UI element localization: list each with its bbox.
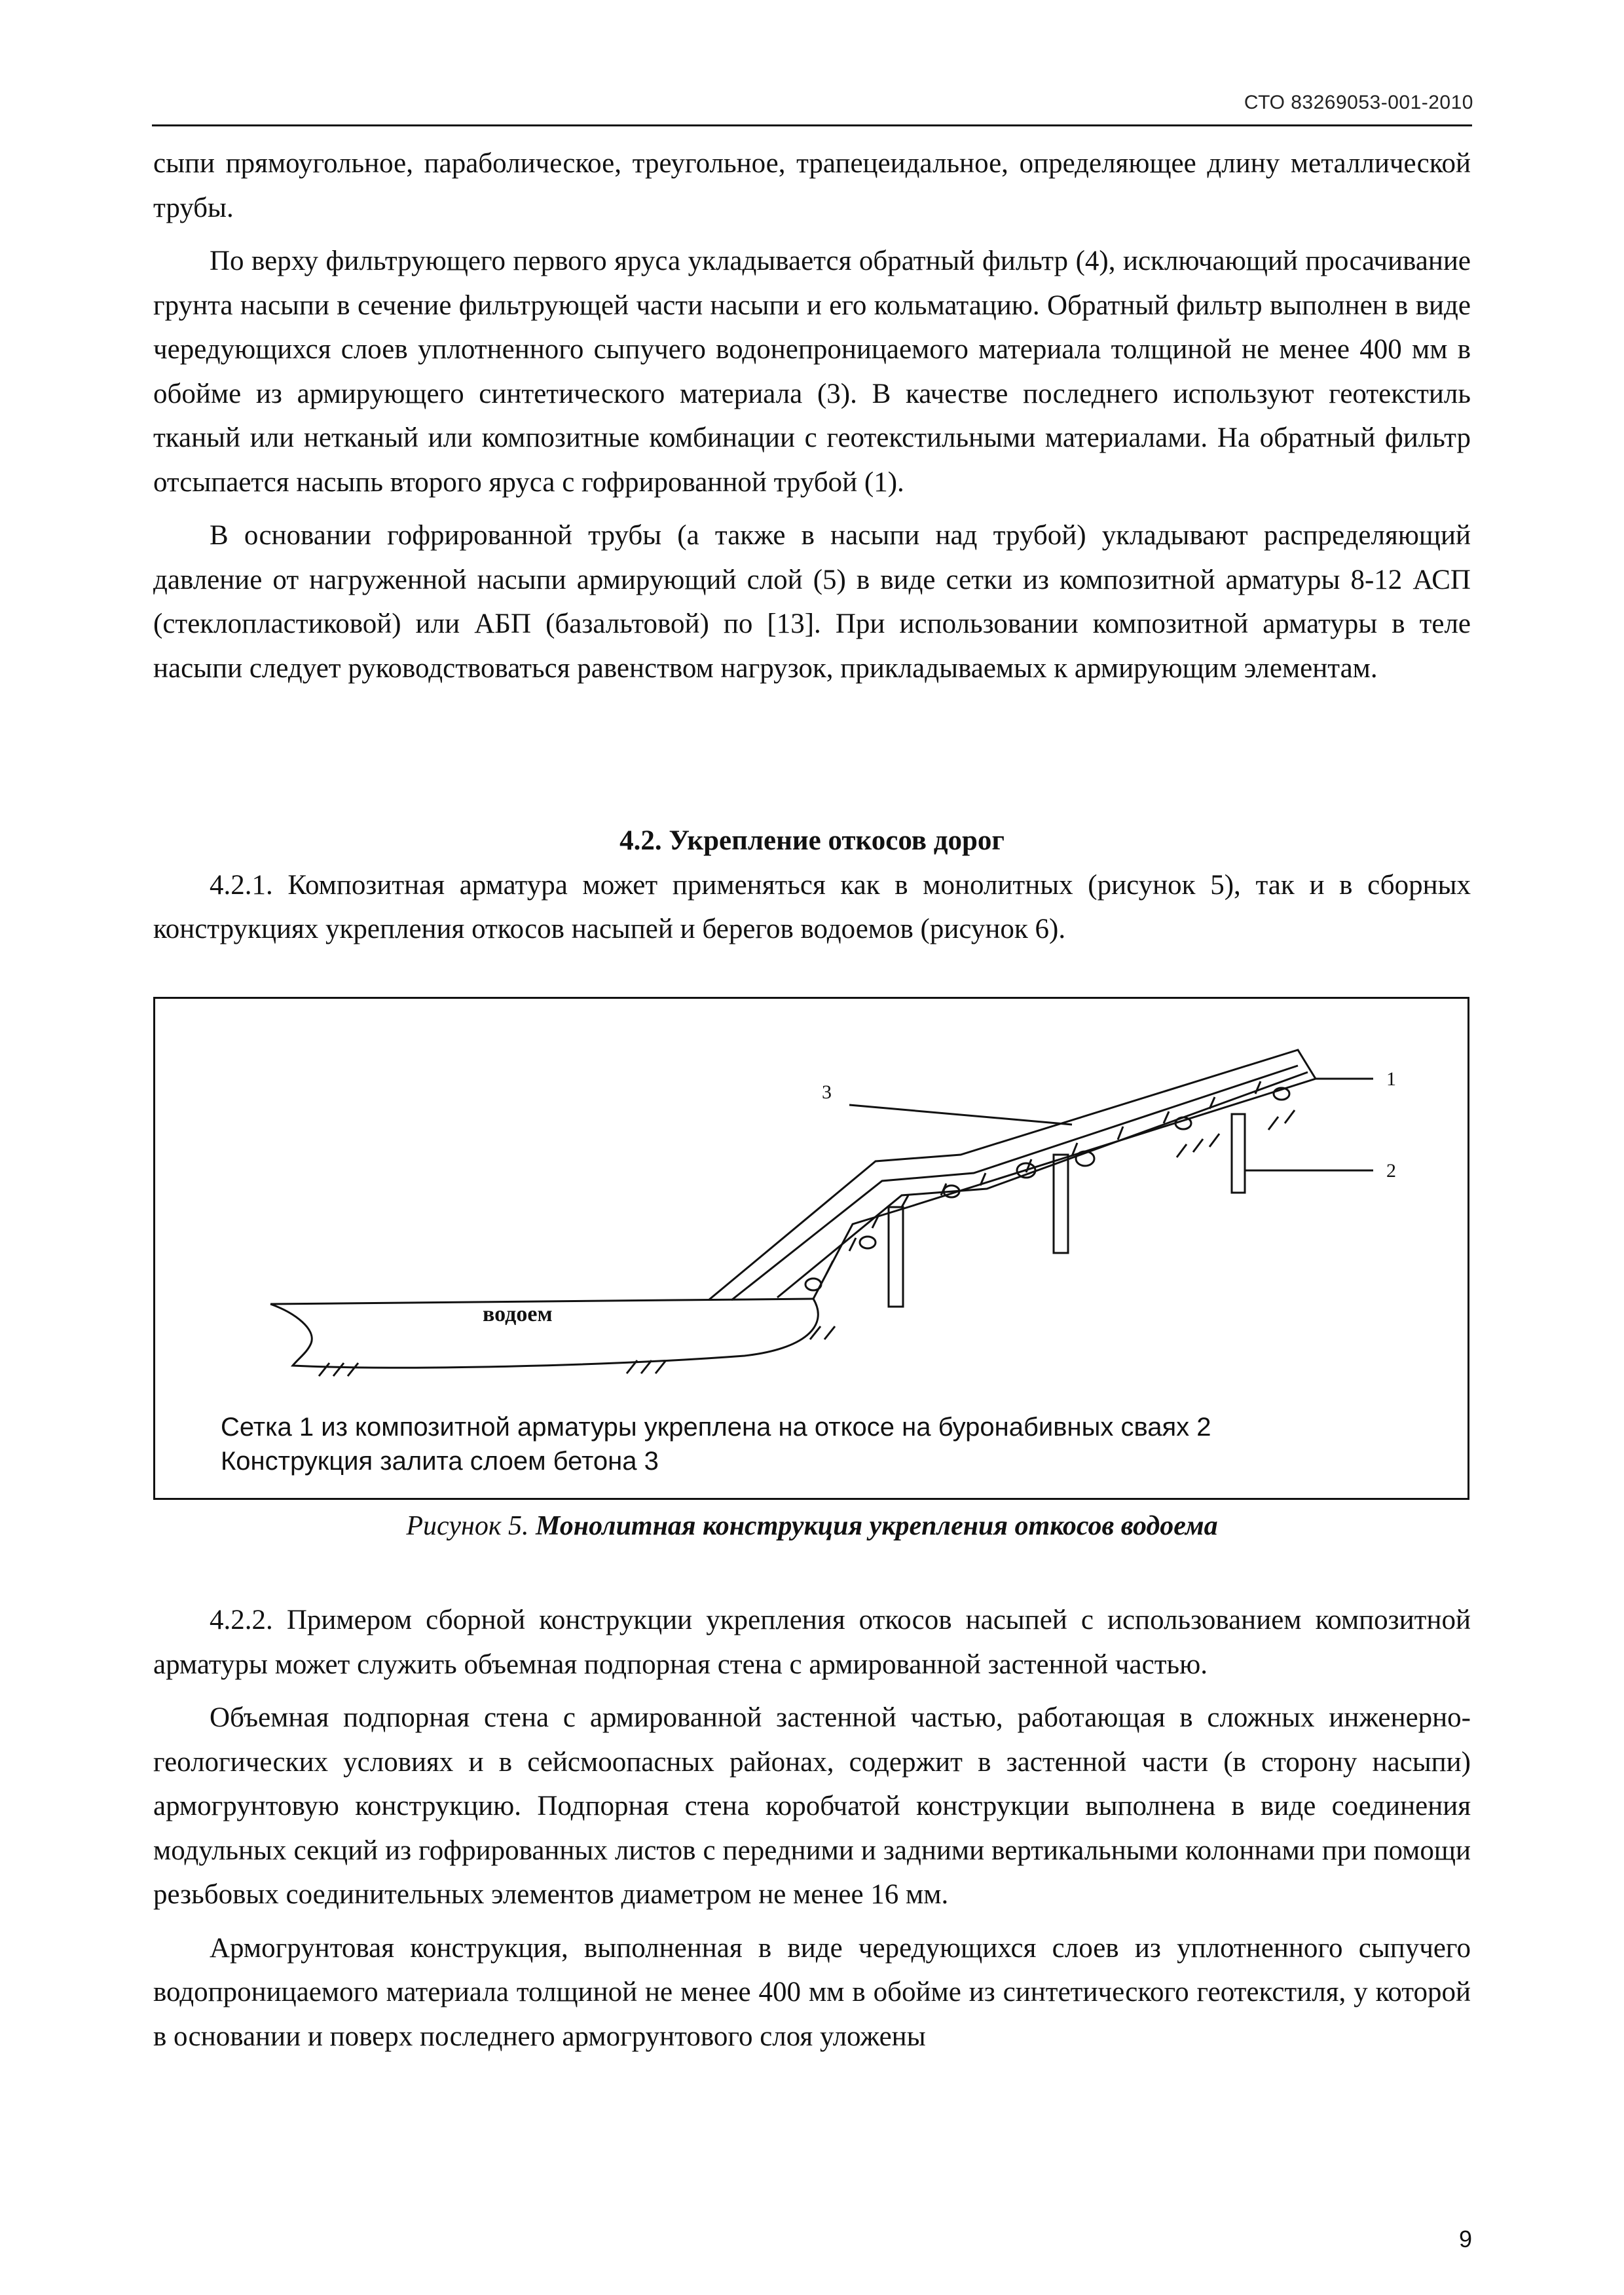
section-4-2: [153, 819, 1471, 952]
body-text-top: [153, 141, 1471, 690]
bored-pile: [889, 1207, 903, 1307]
bored-pile: [1232, 1114, 1245, 1193]
paragraph-continuation: сыпи прямоугольное, параболическое, треугольное, трапецеидальное, определяющее длину металлической трубы.: [153, 148, 1471, 223]
figure-caption-line: Сетка 1 из композитной арматуры укреплена на откосе на буронабивных сваях 2: [221, 1413, 1211, 1442]
figure-caption-title: Монолитная конструкция укрепления откосов водоема: [536, 1511, 1218, 1541]
figure-caption-prefix: Рисунок 5.: [406, 1511, 529, 1541]
paragraph-reinforcing-layer: В основании гофрированной трубы (а также в насыпи над трубой) укладывают распределяющий давление от нагруженной насыпи армирующий слой (5) в виде сетки из композитной арматуры 8-12 АСП (стеклопластиковой) или АБП (базальтовой) по [13]. При использовании композитной арматуры в теле насыпи следует руководствоваться равенством нагрузок, прикладываемых к армирующим элементам.: [153, 520, 1471, 684]
bored-pile: [1054, 1155, 1068, 1253]
concrete-slab-outer: [709, 1050, 1316, 1300]
figure-inner-caption: [221, 1410, 1211, 1478]
callout-3-leader: [849, 1105, 1072, 1125]
figure-caption: [153, 1510, 1471, 1542]
header-rule: [152, 124, 1472, 126]
page-number: 9: [1458, 2226, 1472, 2252]
figure-5-frame: [153, 997, 1469, 1500]
paragraph-reverse-filter: По верху фильтрующего первого яруса укладывается обратный фильтр (4), исключающий просачивание грунта насыпи в сечение фильтрующей части насыпи и его кольматацию. Обратный фильтр выполнен в виде чередующихся слоев уплотненного сыпучего водонепроницаемого материала толщиной не менее 400 мм в обойме из армирующего синтетического материала (3). В качестве последнего используют геотекстиль тканый или нетканый или композитные комбинации с геотекстильными материалами. На обратный фильтр отсыпается насыпь второго яруса с гофрированной трубой (1).: [153, 246, 1471, 498]
paragraph-reinforced-soil: Армогрунтовая конструкция, выполненная в виде чередующихся слоев из уплотненного сыпучего водопроницаемого материала толщиной не менее 400 мм в обойме из синтетического геотекстиля, у которой в основании и поверх последнего армогрунтового слоя уложены: [153, 1932, 1471, 2052]
paragraph-retaining-wall: Объемная подпорная стена с армированной застенной частью, работающая в сложных инженерно-геологических условиях и в сейсмоопасных районах, содержит в застенной части (в сторону насыпи) армогрунтовую конструкцию. Подпорная стена коробчатой конструкции выполнена в виде соединения модульных секций из гофрированных листов с передними и задними вертикальными колоннами при помощи резьбовых соединительных элементов диаметром не менее 16 мм.: [153, 1702, 1471, 1910]
callout-3: 3: [822, 1081, 832, 1103]
rebar-section: [1175, 1117, 1191, 1129]
rebar-section: [860, 1237, 876, 1248]
figure-caption-line: Конструкция залита слоем бетона 3: [221, 1447, 659, 1476]
header-doc-code: СТО 83269053-001-2010: [1244, 92, 1473, 113]
body-text-bottom: [153, 1598, 1471, 2059]
water-label: водоем: [483, 1302, 553, 1326]
callout-2: 2: [1386, 1160, 1396, 1182]
section-paragraph: 4.2.1. Композитная арматура может применяться как в монолитных (рисунок 5), так и в сборных конструкциях укрепления откосов насыпей и берегов водоемов (рисунок 6).: [153, 869, 1471, 944]
paragraph-example: 4.2.2. Примером сборной конструкции укрепления откосов насыпей с использованием композитной арматуры может служить объемная подпорная стена с армированной застенной частью.: [153, 1605, 1471, 1680]
ground-hatch: [826, 1081, 1261, 1274]
callout-1: 1: [1386, 1068, 1396, 1090]
section-heading: 4.2. Укрепление откосов дорог: [619, 825, 1005, 856]
rebar-section: [805, 1278, 821, 1290]
